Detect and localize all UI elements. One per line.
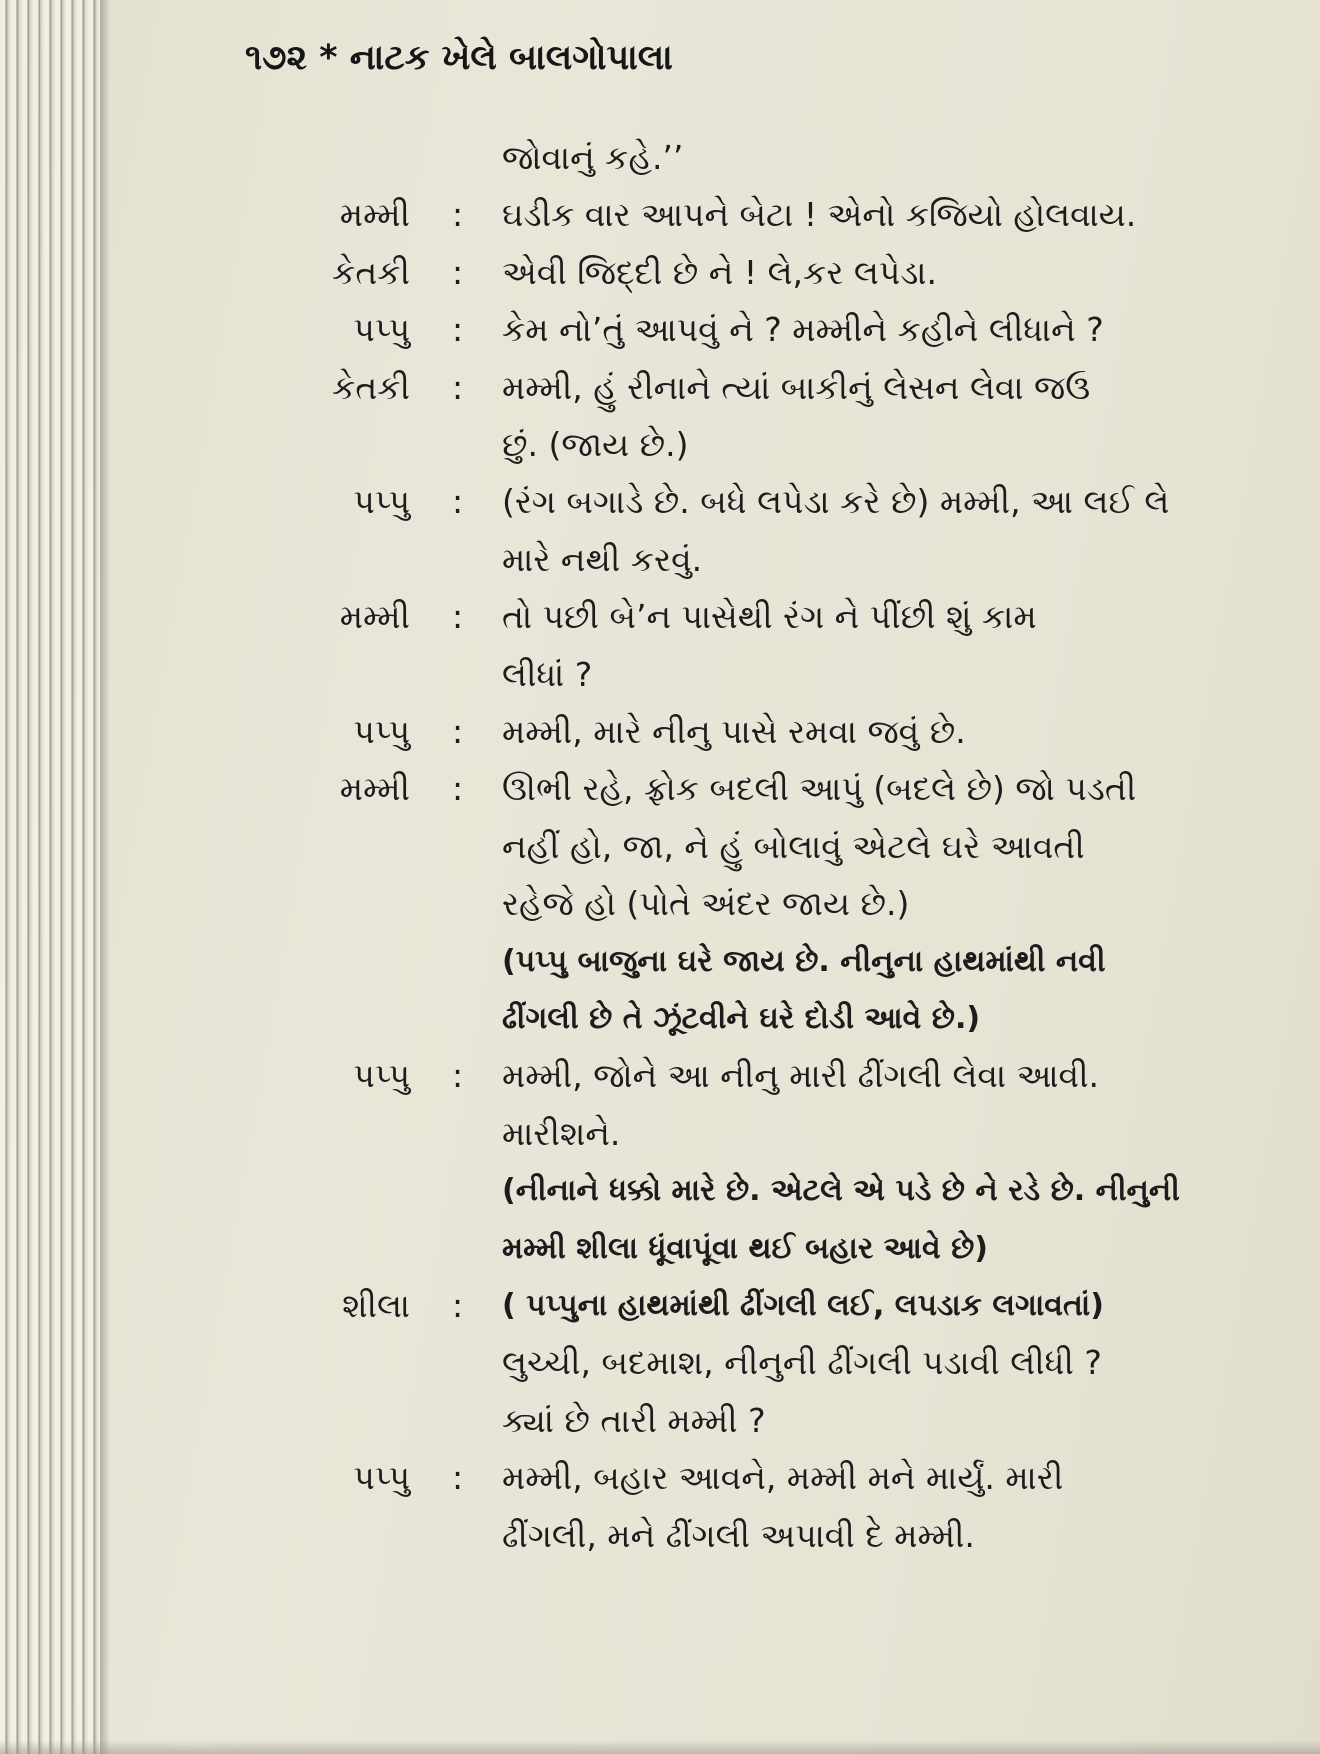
dialogue-text: ક્યાં છે તારી મમ્મી ?	[502, 1400, 766, 1440]
speaker-name: મમ્મી	[339, 769, 410, 809]
dialogue-line	[0, 1335, 1320, 1391]
dialogue-text: એવી જિદ્દી છે ને ! લે,કર લપેડા.	[502, 252, 937, 292]
dialogue-line	[0, 245, 1320, 301]
speaker-name: શીલા	[342, 1286, 410, 1325]
stage-direction: ઢીંગલી છે તે ઝૂંટવીને ઘરે દોડી આવે છે.)	[502, 1001, 981, 1036]
speaker-colon: :	[452, 1056, 464, 1096]
stage-direction: (પપ્પુ બાજુના ઘરે જાય છે. નીનુના હાથમાંથી નવી	[502, 943, 1106, 979]
dialogue-line	[0, 819, 1320, 875]
dialogue-text: મારીશને.	[502, 1113, 621, 1153]
dialogue-text: મારે નથી કરવું.	[502, 539, 703, 579]
speaker-colon: :	[452, 1458, 464, 1498]
stage-direction: ( પપ્પુના હાથમાંથી ઢીંગલી લઈ, લપડાક લગાવતાં)	[502, 1288, 1104, 1323]
dialogue-text: છું. (જાય છે.)	[502, 425, 689, 464]
speaker-colon: :	[452, 482, 464, 522]
stage-direction: મમ્મી શીલા ધૂંવાપૂંવા થઈ બહાર આવે છે)	[502, 1230, 988, 1266]
dialogue-text: મમ્મી, બહાર આવને, મમ્મી મને માર્યું. મારી	[502, 1458, 1064, 1498]
speaker-colon: :	[452, 252, 464, 292]
speaker-colon: :	[452, 712, 464, 751]
dialogue-text: નહીં હો, જા, ને હું બોલાવું એટલે ઘરે આવતી	[502, 826, 1085, 866]
speaker-colon: :	[452, 597, 464, 637]
speaker-name: પપ્પુ	[353, 1458, 410, 1498]
stage-direction: (નીનાને ધક્કો મારે છે. એટલે એ પડે છે ને રડે છે. નીનુની	[502, 1173, 1180, 1209]
dialogue-line	[0, 1278, 1320, 1334]
dialogue-line	[0, 761, 1320, 817]
dialogue-line	[0, 1450, 1320, 1506]
speaker-name: પપ્પુ	[353, 1056, 410, 1096]
dialogue-line	[0, 130, 1320, 186]
dialogue-text: લુચ્ચી, બદમાશ, નીનુની ઢીંગલી પડાવી લીધી ?	[502, 1343, 1102, 1383]
running-header	[245, 38, 673, 78]
dialogue-text: ઘડીક વાર આપને બેટા ! એનો કજિયો હોલવાય.	[502, 195, 1137, 235]
dialogue-line	[0, 1393, 1320, 1449]
dialogue-line	[0, 360, 1320, 416]
dialogue-line	[0, 647, 1320, 703]
dialogue-text: મમ્મી, જોને આ નીનુ મારી ઢીંગલી લેવા આવી.	[502, 1056, 1100, 1096]
page-number: ૧૭૨	[245, 38, 308, 78]
speaker-name: પપ્પુ	[353, 482, 410, 522]
dialogue-text: કેમ નો’તું આપવું ને ? મમ્મીને કહીને લીધાને ?	[502, 310, 1104, 350]
dialogue-text: લીધાં ?	[502, 654, 593, 694]
dialogue-line	[0, 1221, 1320, 1277]
dialogue-text: ઊભી રહે, ફ્રોક બદલી આપું (બદલે છે) જો પડતી	[502, 769, 1137, 809]
dialogue-line	[0, 474, 1320, 530]
speaker-name: મમ્મી	[339, 195, 410, 235]
dialogue-line	[0, 876, 1320, 932]
speaker-name: કેતકી	[332, 367, 410, 407]
speaker-name: પપ્પુ	[353, 310, 410, 350]
speaker-colon: :	[452, 367, 464, 407]
header-separator: *	[319, 38, 338, 78]
speaker-colon: :	[452, 1286, 464, 1325]
speaker-colon: :	[452, 195, 464, 235]
dialogue-text: તો પછી બે’ન પાસેથી રંગ ને પીંછી શું કામ	[502, 597, 1037, 637]
speaker-name: પપ્પુ	[353, 712, 410, 751]
speaker-name: મમ્મી	[339, 597, 410, 637]
dialogue-line	[0, 934, 1320, 990]
dialogue-line	[0, 1048, 1320, 1104]
dialogue-line	[0, 704, 1320, 760]
dialogue-text: મમ્મી, મારે નીનુ પાસે રમવા જવું છે.	[502, 712, 966, 751]
book-title: નાટક ખેલે બાલગોપાલા	[349, 38, 673, 78]
dialogue-line	[0, 532, 1320, 588]
dialogue-text: મમ્મી, હું રીનાને ત્યાં બાકીનું લેસન લેવા જઉ	[502, 367, 1091, 407]
dialogue-line	[0, 1163, 1320, 1219]
dialogue-line	[0, 589, 1320, 645]
speaker-name: કેતકી	[332, 252, 410, 292]
speaker-colon: :	[452, 769, 464, 809]
dialogue-line	[0, 1508, 1320, 1564]
dialogue-text: રહેજે હો (પોતે અંદર જાય છે.)	[502, 884, 910, 924]
dialogue-text: (રંગ બગાડે છે. બધે લપેડા કરે છે) મમ્મી, આ લઈ લે	[502, 482, 1170, 522]
dialogue-text: ઢીંગલી, મને ઢીંગલી અપાવી દે મમ્મી.	[502, 1515, 975, 1555]
dialogue-line	[0, 1106, 1320, 1162]
dialogue-line	[0, 187, 1320, 243]
speaker-colon: :	[452, 310, 464, 350]
dialogue-line	[0, 417, 1320, 473]
dialogue-line	[0, 991, 1320, 1047]
page-bottom-edge	[0, 1740, 1320, 1754]
dialogue-text: જોવાનું કહે.’’	[502, 138, 684, 177]
dialogue-line	[0, 302, 1320, 358]
